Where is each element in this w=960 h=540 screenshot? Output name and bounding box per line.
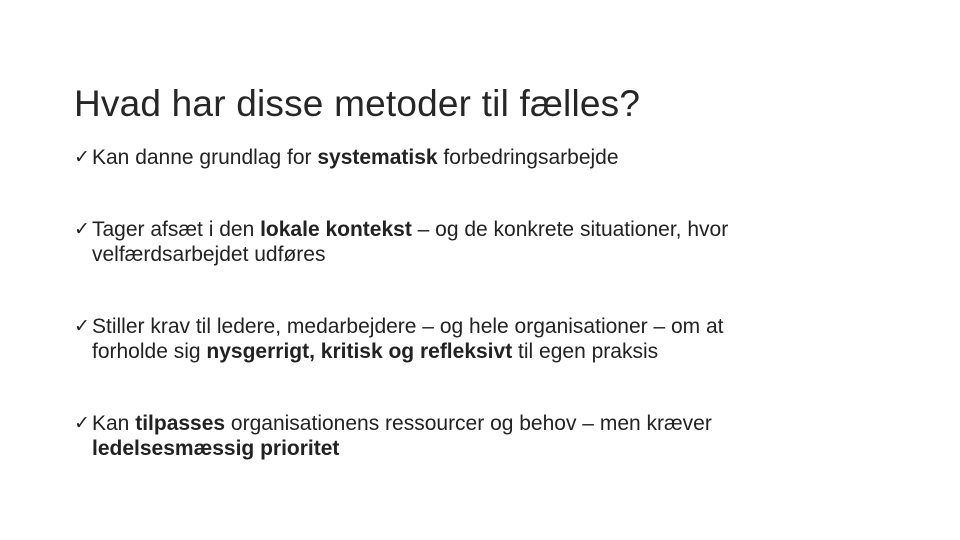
bullet-text: Stiller krav til ledere, medarbejdere – og hele organisationer – om at — [92, 315, 724, 338]
check-icon: ✓ — [74, 146, 90, 168]
bullet-list — [74, 145, 894, 461]
bullet-item — [74, 314, 894, 364]
slide-title: Hvad har disse metoder til fælles? — [74, 82, 641, 124]
bullet-line — [92, 314, 894, 339]
bullet-line — [92, 242, 894, 267]
bullet-text-bold: tilpasses — [135, 412, 226, 435]
bullet-line — [92, 145, 894, 170]
bullet-line — [92, 411, 894, 436]
bullet-text-bold: ledelsesmæssig prioritet — [92, 437, 340, 460]
check-icon: ✓ — [74, 218, 90, 240]
bullet-text: Kan danne grundlag for — [92, 146, 318, 169]
bullet-text: forbedringsarbejde — [437, 146, 619, 169]
bullet-text: forholde sig — [92, 340, 207, 363]
check-icon: ✓ — [74, 315, 90, 337]
bullet-line — [92, 436, 894, 461]
bullet-text: velfærdsarbejdet udføres — [92, 243, 326, 266]
bullet-item — [74, 217, 894, 267]
bullet-text: Kan — [92, 412, 136, 435]
check-icon: ✓ — [74, 412, 90, 434]
bullet-text: – og de konkrete situationer, hvor — [411, 218, 729, 241]
bullet-text-bold: nysgerrigt, kritisk og refleksivt — [206, 340, 513, 363]
bullet-item — [74, 411, 894, 461]
bullet-text: Tager afsæt i den — [92, 218, 261, 241]
bullet-item — [74, 145, 894, 170]
bullet-text-bold: lokale kontekst — [260, 218, 412, 241]
bullet-text: til egen praksis — [512, 340, 659, 363]
bullet-line — [92, 339, 894, 364]
bullet-text-bold: systematisk — [317, 146, 438, 169]
bullet-text: organisationens ressourcer og behov – men kræver — [225, 412, 712, 435]
bullet-line — [92, 217, 894, 242]
